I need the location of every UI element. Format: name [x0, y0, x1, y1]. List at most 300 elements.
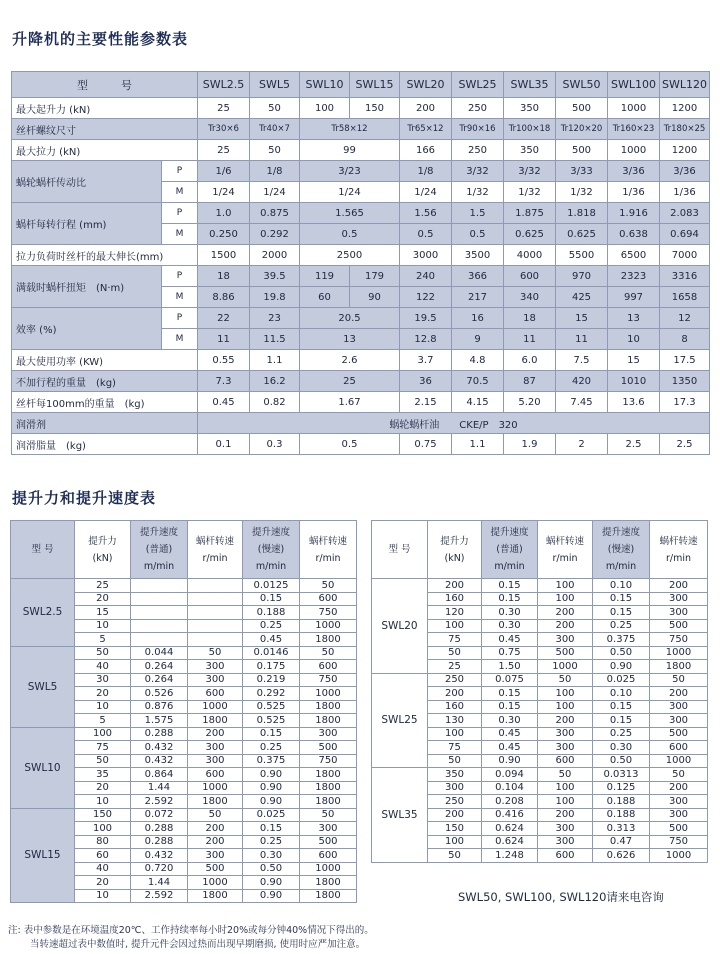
value-cell: 500 [650, 727, 708, 741]
spec-row-weight [12, 371, 710, 392]
value-cell: 0.044 [131, 646, 188, 660]
value-cell: 0.15 [482, 687, 538, 701]
value-cell: 0.625 [504, 224, 556, 245]
value-cell: 1/8 [250, 161, 300, 182]
speed-table-right [371, 520, 708, 863]
value-cell: 250 [452, 140, 504, 161]
value-cell: 3/32 [504, 161, 556, 182]
value-cell: 0.90 [593, 660, 650, 674]
value-cell: 500 [650, 822, 708, 836]
value-cell: 13 [300, 329, 400, 350]
value-cell: 300 [538, 633, 593, 647]
value-cell: 1.67 [300, 392, 400, 413]
value-cell: 50 [300, 646, 357, 660]
value-cell: 750 [650, 633, 708, 647]
value-cell: 0.45 [198, 392, 250, 413]
model-cell: SWL120 [660, 72, 710, 98]
value-cell: 200 [428, 808, 482, 822]
value-cell: 0.15 [482, 592, 538, 606]
value-cell: 75 [75, 741, 131, 755]
column-header [428, 521, 482, 579]
value-cell: 1800 [188, 714, 243, 728]
value-cell: 0.30 [243, 849, 300, 863]
value-cell: 50 [300, 579, 357, 593]
value-cell: 30 [75, 673, 131, 687]
value-cell: 0.15 [593, 606, 650, 620]
value-cell: Tr100×18 [504, 119, 556, 140]
value-cell: Tr160×23 [608, 119, 660, 140]
value-cell: 250 [428, 795, 482, 809]
spec-row-lubricant [12, 413, 710, 434]
spec-row-max-lift [12, 98, 710, 119]
header-line: 蜗杆转速 [308, 535, 347, 547]
spec-row-max-pull [12, 140, 710, 161]
value-cell: 3/23 [300, 161, 400, 182]
m-label: M [162, 329, 198, 350]
value-cell: 1.44 [131, 876, 188, 890]
value-cell: 500 [188, 862, 243, 876]
table-row [11, 646, 357, 660]
value-cell: Tr120×20 [556, 119, 608, 140]
table-row [11, 579, 357, 593]
value-cell: 1800 [300, 714, 357, 728]
model-cell: SWL5 [11, 646, 75, 727]
value-cell: 11 [504, 329, 556, 350]
table-row [372, 768, 708, 782]
value-cell: 0.45 [482, 633, 538, 647]
value-cell: 2323 [608, 266, 660, 287]
value-cell: 100 [538, 592, 593, 606]
value-cell: 2.5 [660, 434, 710, 455]
value-cell: 1.575 [131, 714, 188, 728]
value-cell: 13.6 [608, 392, 660, 413]
header-line: (普通) [145, 544, 173, 555]
value-cell: 500 [650, 619, 708, 633]
value-cell: Tr40×7 [250, 119, 300, 140]
value-cell: 0.45 [243, 633, 300, 647]
row-label: 拉力负荷时丝杆的最大伸长(mm) [12, 245, 198, 266]
value-cell: 1000 [608, 140, 660, 161]
value-cell: 1/32 [556, 182, 608, 203]
model-cell: SWL25 [372, 673, 428, 768]
row-label: 丝杆每100mm的重量 (kg) [12, 392, 198, 413]
section-title: 提升力和提升速度表 [12, 489, 157, 507]
value-cell: 0.15 [593, 700, 650, 714]
value-cell: 0.75 [400, 434, 452, 455]
value-cell: 0.075 [482, 673, 538, 687]
model-cell: SWL50 [556, 72, 608, 98]
column-header [188, 521, 243, 579]
value-cell: 250 [428, 673, 482, 687]
value-cell: 0.15 [593, 592, 650, 606]
header-line: (kN) [92, 552, 113, 564]
value-cell: 0.626 [593, 849, 650, 863]
value-cell: 99 [300, 140, 400, 161]
value-cell [188, 579, 243, 593]
value-cell: 11 [556, 329, 608, 350]
value-cell: 17.3 [660, 392, 710, 413]
value-cell: 3316 [660, 266, 710, 287]
header-line: (慢速) [257, 544, 285, 555]
value-cell: 0.094 [482, 768, 538, 782]
value-cell: 2500 [300, 245, 400, 266]
value-cell: 100 [538, 795, 593, 809]
value-cell: 300 [300, 822, 357, 836]
value-cell: 420 [556, 371, 608, 392]
m-label: M [162, 224, 198, 245]
value-cell: 25 [198, 140, 250, 161]
spec-row-torque-p [12, 266, 710, 287]
value-cell: 50 [250, 140, 300, 161]
row-label: 最大使用功率 (KW) [12, 350, 198, 371]
p-label: P [162, 161, 198, 182]
speed-header-row [372, 521, 708, 579]
value-cell: 1000 [188, 876, 243, 890]
value-cell [131, 619, 188, 633]
value-cell: 100 [75, 822, 131, 836]
value-cell: 600 [538, 849, 593, 863]
header-line: 提升力 [440, 535, 469, 547]
value-cell: 500 [556, 98, 608, 119]
value-cell: Tr30×6 [198, 119, 250, 140]
value-cell: 366 [452, 266, 504, 287]
value-cell: 20 [75, 781, 131, 795]
value-cell: 12.8 [400, 329, 452, 350]
value-cell: 25 [300, 371, 400, 392]
value-cell: 5 [75, 633, 131, 647]
table-row [372, 579, 708, 593]
value-cell: 300 [188, 849, 243, 863]
value-cell: 60 [75, 849, 131, 863]
header-line: (普通) [496, 544, 523, 555]
value-cell: 300 [538, 822, 593, 836]
value-cell: 600 [300, 660, 357, 674]
value-cell: 600 [650, 741, 708, 755]
value-cell: 300 [538, 727, 593, 741]
value-cell: 1.1 [452, 434, 504, 455]
value-cell: 11 [198, 329, 250, 350]
value-cell: 7000 [660, 245, 710, 266]
footnote: 注: 表中参数是在环境温度20℃、工作持续率每小时20%或每分钟40%情况下得出的。 [8, 925, 374, 936]
value-cell: 50 [188, 646, 243, 660]
value-cell: 87 [504, 371, 556, 392]
value-cell: 0.25 [243, 619, 300, 633]
table-row [372, 673, 708, 687]
value-cell: 2 [556, 434, 608, 455]
value-cell: 1.56 [400, 203, 452, 224]
page-title: 升降机的主要性能参数表 [12, 30, 189, 48]
value-cell: 0.15 [243, 727, 300, 741]
value-cell: 75 [428, 741, 482, 755]
value-cell: 1200 [660, 98, 710, 119]
value-cell: 0.50 [593, 754, 650, 768]
value-cell: 1000 [650, 849, 708, 863]
value-cell: 1000 [650, 646, 708, 660]
value-cell: 300 [538, 835, 593, 849]
value-cell: 0.30 [482, 606, 538, 620]
value-cell: 300 [650, 606, 708, 620]
value-cell: 0.30 [593, 741, 650, 755]
value-cell: 5 [75, 714, 131, 728]
value-cell: 1/24 [250, 182, 300, 203]
value-cell: 3000 [400, 245, 452, 266]
value-cell: 0.025 [243, 808, 300, 822]
value-cell: 0.25 [593, 619, 650, 633]
value-cell: 300 [428, 781, 482, 795]
value-cell: 0.288 [131, 835, 188, 849]
value-cell: 179 [350, 266, 400, 287]
value-cell: 8 [660, 329, 710, 350]
spec-row-screw-weight [12, 392, 710, 413]
value-cell: 3500 [452, 245, 504, 266]
value-cell: 0.250 [198, 224, 250, 245]
value-cell: 20 [75, 876, 131, 890]
value-cell: 200 [428, 687, 482, 701]
value-cell: 35 [75, 768, 131, 782]
value-cell: 1.50 [482, 660, 538, 674]
value-cell: 0.15 [243, 592, 300, 606]
value-cell: 0.50 [243, 862, 300, 876]
value-cell: 0.90 [243, 876, 300, 890]
value-cell: 0.30 [482, 714, 538, 728]
model-header: 型 号 [11, 521, 75, 579]
value-cell: 750 [300, 673, 357, 687]
value-cell: 1/6 [198, 161, 250, 182]
value-cell: 500 [556, 140, 608, 161]
value-cell: 160 [428, 700, 482, 714]
value-cell: 425 [556, 287, 608, 308]
value-cell: 2.083 [660, 203, 710, 224]
value-cell: 6.0 [504, 350, 556, 371]
value-cell: 100 [538, 700, 593, 714]
p-label: P [162, 308, 198, 329]
value-cell: 600 [538, 754, 593, 768]
value-cell: 0.0313 [593, 768, 650, 782]
value-cell: 36 [400, 371, 452, 392]
value-cell: 300 [188, 673, 243, 687]
value-cell: 3/32 [452, 161, 504, 182]
spec-row-travel-p [12, 203, 710, 224]
value-cell: 1800 [650, 660, 708, 674]
value-cell: 0.25 [593, 727, 650, 741]
value-cell: 1350 [660, 371, 710, 392]
header-line: r/min [665, 552, 692, 564]
row-label: 不加行程的重量 (kg) [12, 371, 198, 392]
spec-row-max-extension [12, 245, 710, 266]
value-cell: 997 [608, 287, 660, 308]
value-cell: 1000 [188, 781, 243, 795]
value-cell: 0.3 [250, 434, 300, 455]
value-cell: 1.248 [482, 849, 538, 863]
value-cell: 200 [538, 606, 593, 620]
value-cell [131, 633, 188, 647]
value-cell: 90 [350, 287, 400, 308]
value-cell: 20.5 [300, 308, 400, 329]
value-cell: 10 [75, 619, 131, 633]
value-cell: 15 [75, 606, 131, 620]
value-cell: 3.7 [400, 350, 452, 371]
model-cell: SWL10 [11, 727, 75, 808]
value-cell: 100 [75, 727, 131, 741]
value-cell: 0.0125 [243, 579, 300, 593]
value-cell: 200 [650, 687, 708, 701]
value-cell: 0.15 [593, 714, 650, 728]
value-cell: 25 [428, 660, 482, 674]
value-cell: 7.5 [556, 350, 608, 371]
value-cell: 3/33 [556, 161, 608, 182]
value-cell: 300 [188, 660, 243, 674]
value-cell: 150 [428, 822, 482, 836]
value-cell: 0.30 [482, 619, 538, 633]
value-cell: 100 [538, 687, 593, 701]
value-cell: 50 [428, 849, 482, 863]
value-cell: 0.432 [131, 849, 188, 863]
value-cell: 3/36 [608, 161, 660, 182]
value-cell: 0.525 [243, 700, 300, 714]
value-cell: 200 [538, 619, 593, 633]
value-cell: 1200 [660, 140, 710, 161]
value-cell: 500 [300, 835, 357, 849]
value-cell: 200 [650, 579, 708, 593]
value-cell: 1.818 [556, 203, 608, 224]
header-line: 提升速度 [251, 527, 290, 538]
value-cell: 0.1 [198, 434, 250, 455]
value-cell: 7.45 [556, 392, 608, 413]
value-cell: 500 [538, 646, 593, 660]
speed-table-right-body [372, 521, 708, 863]
value-cell: 200 [428, 579, 482, 593]
value-cell: 0.264 [131, 673, 188, 687]
value-cell: 1000 [300, 619, 357, 633]
value-cell: 1000 [300, 862, 357, 876]
column-header [131, 521, 188, 579]
value-cell: 100 [538, 781, 593, 795]
value-cell: 0.264 [131, 660, 188, 674]
value-cell: 蜗轮蜗杆油 CKE/P 320 [198, 413, 710, 434]
model-cell: SWL5 [250, 72, 300, 98]
header-line: r/min [202, 552, 228, 564]
value-cell: 600 [504, 266, 556, 287]
value-cell: 200 [538, 808, 593, 822]
value-cell: 50 [538, 673, 593, 687]
value-cell: 0.375 [593, 633, 650, 647]
value-cell: 25 [75, 579, 131, 593]
value-cell: 10 [75, 795, 131, 809]
spec-header-row [12, 72, 710, 98]
value-cell: 0.624 [482, 835, 538, 849]
value-cell: 350 [504, 140, 556, 161]
column-header [75, 521, 131, 579]
header-line: 蜗杆转速 [545, 535, 584, 547]
value-cell: 50 [538, 768, 593, 782]
value-cell [188, 606, 243, 620]
header-line: m/min [255, 561, 287, 572]
value-cell: 1800 [188, 889, 243, 903]
value-cell: 0.432 [131, 741, 188, 755]
value-cell: 19.8 [250, 287, 300, 308]
value-cell: 10 [608, 329, 660, 350]
value-cell [131, 592, 188, 606]
value-cell: 300 [650, 714, 708, 728]
value-cell: 1.0 [198, 203, 250, 224]
value-cell: 1000 [650, 754, 708, 768]
value-cell: 25 [198, 98, 250, 119]
value-cell: 0.416 [482, 808, 538, 822]
header-line: (kN) [444, 552, 465, 564]
header-line: (慢速) [607, 544, 635, 555]
value-cell: 22 [198, 308, 250, 329]
value-cell: 1800 [300, 876, 357, 890]
value-cell: 20 [75, 592, 131, 606]
spec-row-screw-thread [12, 119, 710, 140]
value-cell: 200 [188, 822, 243, 836]
p-label: P [162, 203, 198, 224]
value-cell: 1/24 [300, 182, 400, 203]
value-cell: 200 [650, 781, 708, 795]
column-header [482, 521, 538, 579]
value-cell: 200 [188, 727, 243, 741]
value-cell: 17.5 [660, 350, 710, 371]
value-cell: 300 [538, 741, 593, 755]
value-cell: 10 [75, 700, 131, 714]
value-cell: 0.875 [250, 203, 300, 224]
value-cell: 15 [556, 308, 608, 329]
value-cell: 500 [300, 741, 357, 755]
value-cell: 2.592 [131, 889, 188, 903]
value-cell: 150 [75, 808, 131, 822]
value-cell: Tr58×12 [300, 119, 400, 140]
value-cell: 1.916 [608, 203, 660, 224]
value-cell: 0.45 [482, 727, 538, 741]
value-cell: 0.625 [556, 224, 608, 245]
value-cell: 18 [198, 266, 250, 287]
value-cell: 119 [300, 266, 350, 287]
value-cell: 1800 [300, 795, 357, 809]
value-cell: 2.5 [608, 434, 660, 455]
value-cell: 50 [650, 768, 708, 782]
value-cell: 0.47 [593, 835, 650, 849]
value-cell: 300 [650, 795, 708, 809]
value-cell: 240 [400, 266, 452, 287]
value-cell: 0.5 [300, 434, 400, 455]
value-cell: 1/24 [198, 182, 250, 203]
value-cell: 340 [504, 287, 556, 308]
value-cell: 130 [428, 714, 482, 728]
m-label: M [162, 182, 198, 203]
value-cell: 15 [608, 350, 660, 371]
value-cell: 1800 [188, 795, 243, 809]
speed-table-left [10, 520, 357, 903]
row-label: 蜗杆每转行程 (mm) [12, 203, 162, 245]
row-label: 润滑剂 [12, 413, 198, 434]
value-cell: 0.072 [131, 808, 188, 822]
model-cell: SWL2.5 [11, 579, 75, 647]
value-cell: 750 [300, 754, 357, 768]
value-cell: 750 [650, 835, 708, 849]
value-cell: 0.15 [482, 700, 538, 714]
value-cell: 0.90 [243, 795, 300, 809]
value-cell: 600 [300, 849, 357, 863]
value-cell: 166 [400, 140, 452, 161]
header-line: r/min [315, 552, 341, 564]
value-cell: 0.10 [593, 579, 650, 593]
value-cell: 0.638 [608, 224, 660, 245]
value-cell: 0.025 [593, 673, 650, 687]
value-cell: 11.5 [250, 329, 300, 350]
value-cell: 0.0146 [243, 646, 300, 660]
value-cell: 6500 [608, 245, 660, 266]
header-line: 提升速度 [139, 527, 178, 538]
